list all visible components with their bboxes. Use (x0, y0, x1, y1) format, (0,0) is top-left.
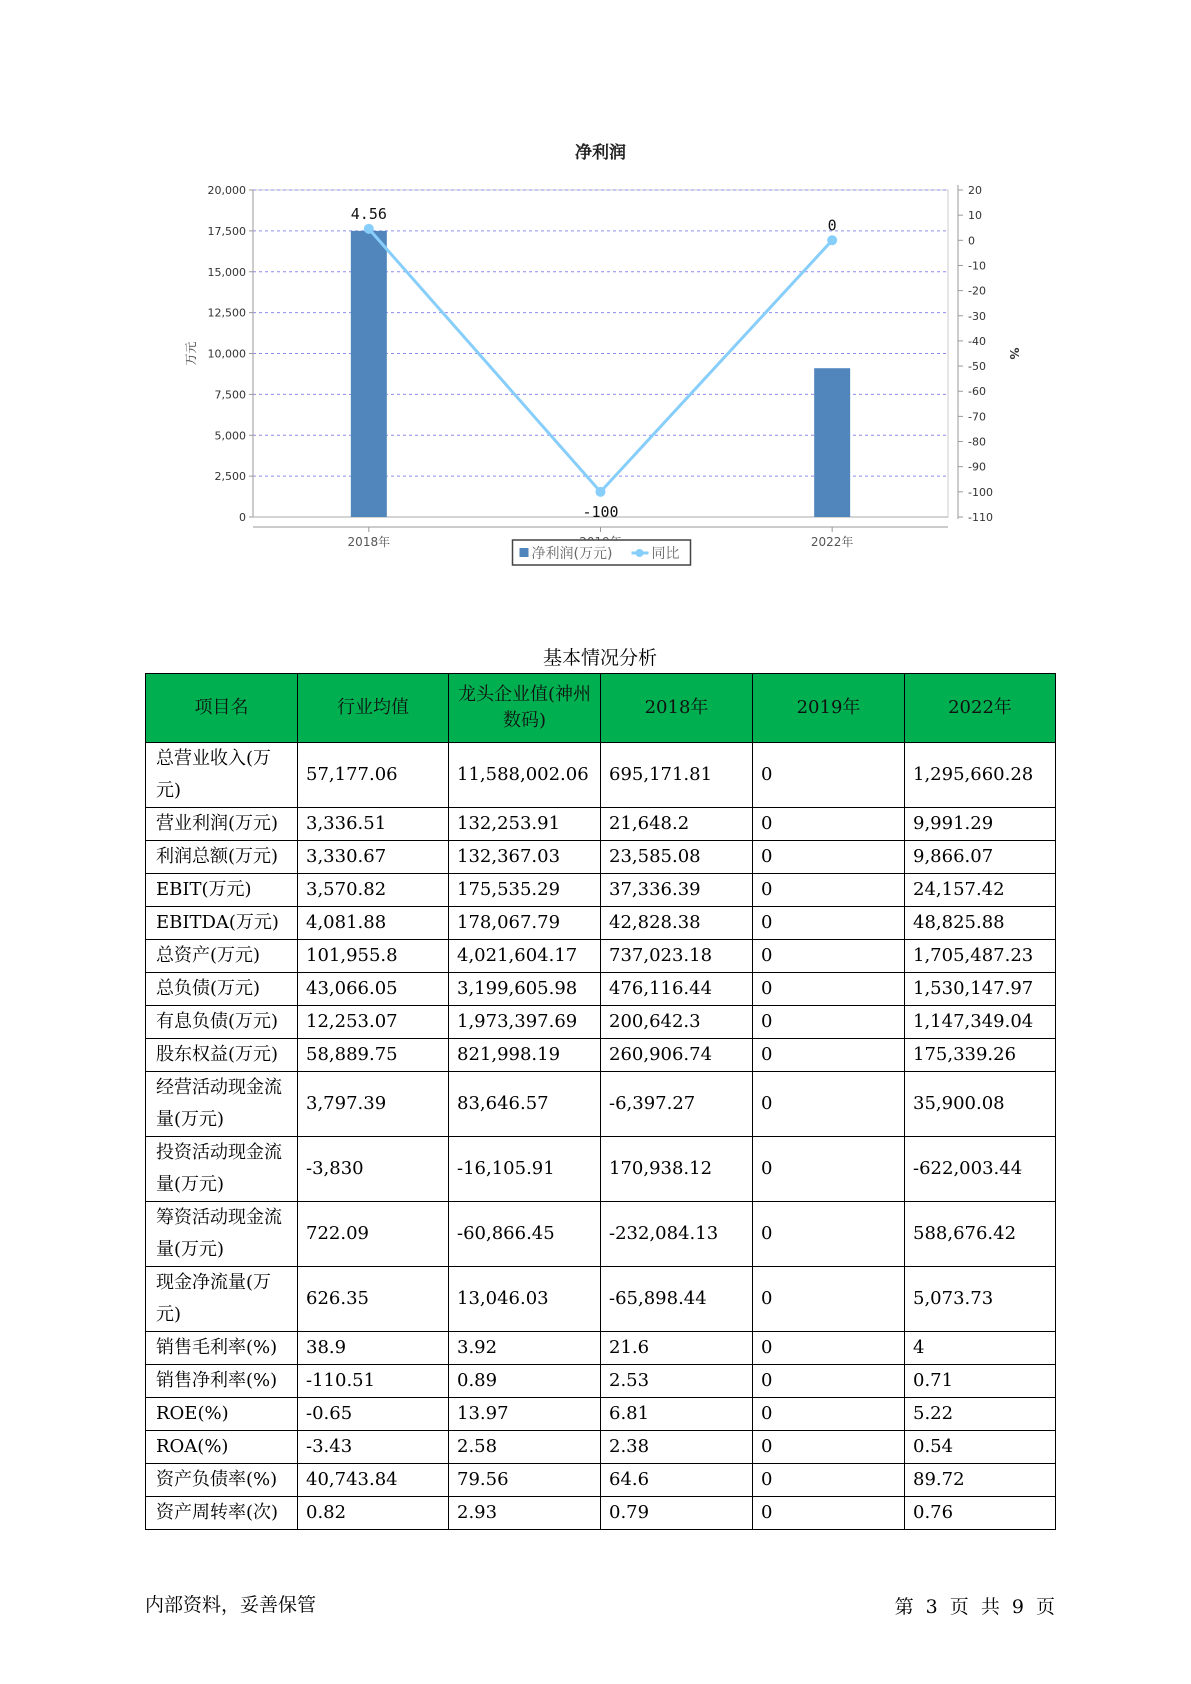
row-label: 经营活动现金流量(万元) (146, 1072, 298, 1137)
table-cell: 626.35 (298, 1267, 449, 1332)
y-left-tick-label: 17,500 (207, 224, 246, 238)
header-cell: 项目名 (146, 674, 298, 743)
row-label: 利润总额(万元) (146, 841, 298, 874)
table-cell: 132,253.91 (449, 808, 601, 841)
legend-label-bar: 净利润(万元) (531, 546, 613, 562)
table-cell: 5,073.73 (905, 1267, 1056, 1332)
table-cell: 0.54 (905, 1431, 1056, 1464)
table-cell: 0 (753, 1072, 905, 1137)
table-cell: 0 (753, 1398, 905, 1431)
table-row (146, 743, 1056, 808)
table-row (146, 1072, 1056, 1137)
y-right-tick-label: -60 (968, 385, 986, 399)
y-right-tick-label: -110 (968, 511, 993, 524)
y-right-tick-label: -100 (968, 485, 993, 499)
yoy-point (596, 487, 606, 497)
table-cell: 12,253.07 (298, 1006, 449, 1039)
bar-net-profit (351, 231, 387, 517)
table-cell: -3,830 (298, 1137, 449, 1202)
y-left-tick-label: 7,500 (214, 388, 246, 402)
table-cell: 21.6 (601, 1332, 753, 1365)
table-row (146, 1365, 1056, 1398)
yoy-data-label: 4.56 (350, 204, 387, 223)
table-cell: 132,367.03 (449, 841, 601, 874)
table-cell: 1,295,660.28 (905, 743, 1056, 808)
header-cell: 2018年 (601, 674, 753, 743)
table-cell: 6.81 (601, 1398, 753, 1431)
table-cell: 0.71 (905, 1365, 1056, 1398)
table-cell: 0 (753, 1006, 905, 1039)
table-cell: 83,646.57 (449, 1072, 601, 1137)
table-cell: -6,397.27 (601, 1072, 753, 1137)
table-cell: 0 (753, 874, 905, 907)
row-label: 销售毛利率(%) (146, 1332, 298, 1365)
table-cell: 2.38 (601, 1431, 753, 1464)
table-cell: -3.43 (298, 1431, 449, 1464)
table-row (146, 1267, 1056, 1332)
table-cell: 0.89 (449, 1365, 601, 1398)
y-right-tick-label: -20 (968, 284, 986, 298)
table-cell: 4 (905, 1332, 1056, 1365)
table-cell: 2.93 (449, 1497, 601, 1530)
table-cell: 1,973,397.69 (449, 1006, 601, 1039)
row-label: 资产负债率(%) (146, 1464, 298, 1497)
table-row (146, 940, 1056, 973)
y-left-axis-title: 万元 (184, 341, 198, 366)
table-cell: 0 (753, 973, 905, 1006)
table-row (146, 1497, 1056, 1530)
row-label: 资产周转率(次) (146, 1497, 298, 1530)
table-row (146, 1398, 1056, 1431)
table-body (146, 743, 1056, 1530)
header-cell: 行业均值 (298, 674, 449, 743)
table-cell: 23,585.08 (601, 841, 753, 874)
table-cell: -16,105.91 (449, 1137, 601, 1202)
net-profit-chart (170, 140, 1030, 600)
yoy-point (827, 235, 837, 245)
table-cell: 3,199,605.98 (449, 973, 601, 1006)
row-label: 有息负债(万元) (146, 1006, 298, 1039)
table-cell: 4,021,604.17 (449, 940, 601, 973)
table-cell: 3,336.51 (298, 808, 449, 841)
y-right-tick-label: -10 (968, 259, 986, 273)
x-tick-label: 2018年 (347, 535, 391, 549)
header-cell: 2019年 (753, 674, 905, 743)
table-cell: 0.76 (905, 1497, 1056, 1530)
table-cell: 821,998.19 (449, 1039, 601, 1072)
table-cell: 3,330.67 (298, 841, 449, 874)
row-label: 总负债(万元) (146, 973, 298, 1006)
yoy-data-label: -100 (582, 502, 619, 521)
y-right-tick-label: -50 (968, 360, 986, 374)
basic-analysis-table (145, 673, 1056, 1530)
row-label: 总资产(万元) (146, 940, 298, 973)
table-cell: 64.6 (601, 1464, 753, 1497)
table-cell: 1,705,487.23 (905, 940, 1056, 973)
table-cell: 0 (753, 743, 905, 808)
table-cell: 0 (753, 940, 905, 973)
table-cell: 588,676.42 (905, 1202, 1056, 1267)
table-cell: 5.22 (905, 1398, 1056, 1431)
table-cell: 9,991.29 (905, 808, 1056, 841)
table-cell: 43,066.05 (298, 973, 449, 1006)
chart-canvas (170, 140, 1030, 600)
table-cell: 0 (753, 1497, 905, 1530)
table-cell: 1,530,147.97 (905, 973, 1056, 1006)
table-cell: 3.92 (449, 1332, 601, 1365)
table-cell: 101,955.8 (298, 940, 449, 973)
table-cell: 2.58 (449, 1431, 601, 1464)
table-cell: 24,157.42 (905, 874, 1056, 907)
table-cell: 42,828.38 (601, 907, 753, 940)
row-label: ROE(%) (146, 1398, 298, 1431)
table-cell: 4,081.88 (298, 907, 449, 940)
table-cell: 0 (753, 1431, 905, 1464)
row-label: 销售净利率(%) (146, 1365, 298, 1398)
table-cell: 200,642.3 (601, 1006, 753, 1039)
table-cell: 0 (753, 1464, 905, 1497)
y-left-tick-label: 0 (239, 511, 246, 524)
y-left-tick-label: 5,000 (214, 429, 246, 443)
table-row (146, 808, 1056, 841)
table-cell: 40,743.84 (298, 1464, 449, 1497)
table-cell: 476,116.44 (601, 973, 753, 1006)
table-cell: 89.72 (905, 1464, 1056, 1497)
row-label: 股东权益(万元) (146, 1039, 298, 1072)
y-left-tick-label: 12,500 (207, 306, 246, 320)
table-cell: 178,067.79 (449, 907, 601, 940)
table-cell: 175,535.29 (449, 874, 601, 907)
table-cell: 0.79 (601, 1497, 753, 1530)
table-cell: -65,898.44 (601, 1267, 753, 1332)
footer-confidential: 内部资料，妥善保管 (145, 1594, 317, 1616)
footer-page-number: 第 3 页 共 9 页 (894, 1596, 1055, 1618)
table-row (146, 1006, 1056, 1039)
table-cell: 2.53 (601, 1365, 753, 1398)
table-row (146, 973, 1056, 1006)
legend-swatch-bar (520, 548, 529, 557)
row-label: 总营业收入(万元) (146, 743, 298, 808)
y-left-tick-label: 15,000 (207, 265, 246, 279)
table-cell: 0 (753, 1039, 905, 1072)
yoy-data-label: 0 (827, 216, 837, 235)
table-cell: -110.51 (298, 1365, 449, 1398)
table-cell: 57,177.06 (298, 743, 449, 808)
legend-swatch-point (636, 549, 644, 557)
table-cell: 37,336.39 (601, 874, 753, 907)
table-cell: 21,648.2 (601, 808, 753, 841)
yoy-point (364, 224, 374, 234)
table-cell: 695,171.81 (601, 743, 753, 808)
table-cell: 48,825.88 (905, 907, 1056, 940)
table-cell: 11,588,002.06 (449, 743, 601, 808)
table-cell: 0 (753, 1332, 905, 1365)
table-cell: 722.09 (298, 1202, 449, 1267)
table-cell: 9,866.07 (905, 841, 1056, 874)
row-label: EBITDA(万元) (146, 907, 298, 940)
table-row (146, 1332, 1056, 1365)
table-cell: 0 (753, 808, 905, 841)
table-cell: 737,023.18 (601, 940, 753, 973)
table-cell: 13,046.03 (449, 1267, 601, 1332)
table-cell: -622,003.44 (905, 1137, 1056, 1202)
y-right-tick-label: 20 (968, 184, 982, 197)
table-cell: 0 (753, 1267, 905, 1332)
table-cell: 0 (753, 1137, 905, 1202)
y-left-tick-label: 10,000 (207, 347, 246, 361)
table-header-row (146, 674, 1056, 743)
row-label: 筹资活动现金流量(万元) (146, 1202, 298, 1267)
row-label: EBIT(万元) (146, 874, 298, 907)
table-cell: 0 (753, 907, 905, 940)
table-caption: 基本情况分析 (542, 647, 657, 669)
table-row (146, 1202, 1056, 1267)
table-cell: 175,339.26 (905, 1039, 1056, 1072)
row-label: 现金净流量(万元) (146, 1267, 298, 1332)
legend-label-line: 同比 (651, 546, 680, 562)
table-cell: 0 (753, 841, 905, 874)
y-right-tick-label: -40 (968, 334, 986, 348)
chart-title: 净利润 (575, 143, 626, 163)
table-cell: -232,084.13 (601, 1202, 753, 1267)
y-right-tick-label: 0 (968, 234, 975, 248)
y-right-tick-label: -90 (968, 460, 986, 474)
row-label: 营业利润(万元) (146, 808, 298, 841)
table-row (146, 841, 1056, 874)
table-cell: 260,906.74 (601, 1039, 753, 1072)
table-cell: 0 (753, 1365, 905, 1398)
header-cell: 2022年 (905, 674, 1056, 743)
y-left-tick-label: 2,500 (214, 470, 246, 484)
table-cell: -60,866.45 (449, 1202, 601, 1267)
table-cell: 3,570.82 (298, 874, 449, 907)
table-row (146, 1137, 1056, 1202)
table-cell: 79.56 (449, 1464, 601, 1497)
table-cell: -0.65 (298, 1398, 449, 1431)
table-cell: 0.82 (298, 1497, 449, 1530)
table-cell: 13.97 (449, 1398, 601, 1431)
row-label: 投资活动现金流量(万元) (146, 1137, 298, 1202)
table-row (146, 907, 1056, 940)
y-right-tick-label: -30 (968, 309, 986, 323)
x-tick-label: 2022年 (810, 535, 854, 549)
table-cell: 38.9 (298, 1332, 449, 1365)
y-right-axis-title: % (1007, 347, 1021, 360)
table-cell: 58,889.75 (298, 1039, 449, 1072)
table-cell: 0 (753, 1202, 905, 1267)
table-row (146, 1039, 1056, 1072)
table-row (146, 1431, 1056, 1464)
y-right-tick-label: -70 (968, 410, 986, 424)
table-cell: 3,797.39 (298, 1072, 449, 1137)
header-cell: 龙头企业值(神州数码) (449, 674, 601, 743)
y-left-tick-label: 20,000 (207, 184, 246, 197)
table-row (146, 1464, 1056, 1497)
yoy-line (369, 229, 832, 492)
table-cell: 170,938.12 (601, 1137, 753, 1202)
table-row (146, 874, 1056, 907)
bar-net-profit (814, 368, 850, 517)
table-cell: 1,147,349.04 (905, 1006, 1056, 1039)
y-right-tick-label: 10 (968, 209, 982, 223)
y-right-tick-label: -80 (968, 435, 986, 449)
table-cell: 35,900.08 (905, 1072, 1056, 1137)
row-label: ROA(%) (146, 1431, 298, 1464)
